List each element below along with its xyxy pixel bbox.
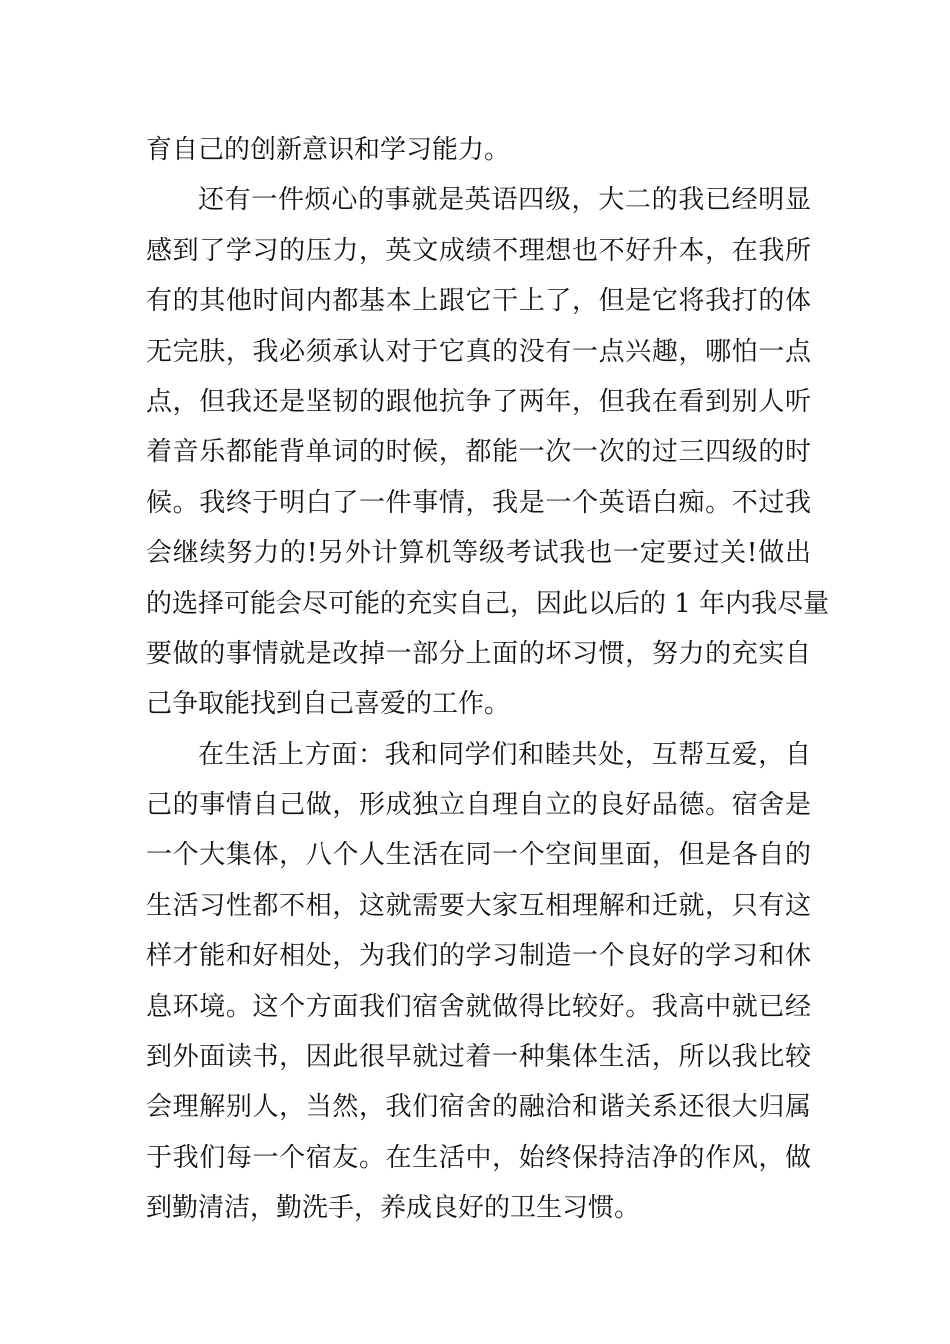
paragraph-2-line: 候。我终于明白了一件事情，我是一个英语白痴。不过我 — [146, 487, 811, 518]
paragraph-3-line: 到外面读书，因此很早就过着一种集体生活，所以我比较 — [146, 1042, 811, 1073]
paragraph-3-line: 于我们每一个宿友。在生活中，始终保持洁净的作风，做 — [146, 1142, 811, 1173]
paragraph-2-line: 己争取能找到自己喜爱的工作。 — [146, 689, 511, 720]
paragraph-2-line: 的选择可能会尽可能的充实自己，因此以后的 1 年内我尽量 — [146, 588, 830, 619]
paragraph-2-line: 无完肤，我必须承认对于它真的没有一点兴趣，哪怕一点 — [146, 336, 811, 367]
paragraph-3-line: 会理解别人，当然，我们宿舍的融洽和谐关系还很大归属 — [146, 1092, 811, 1123]
paragraph-2-line: 点，但我还是坚韧的跟他抗争了两年，但我在看到别人听 — [146, 386, 811, 417]
paragraph-3-line: 样才能和好相处，为我们的学习制造一个良好的学习和休 — [146, 941, 811, 972]
paragraph-3-line: 生活习性都不相，这就需要大家互相理解和迁就，只有这 — [146, 890, 811, 921]
paragraph-2-line: 感到了学习的压力，英文成绩不理想也不好升本，在我所 — [146, 235, 811, 266]
paragraph-3-line: 在生活上方面：我和同学们和睦共处，互帮互爱，自 — [198, 739, 811, 770]
paragraph-2-line: 要做的事情就是改掉一部分上面的坏习惯，努力的充实自 — [146, 638, 811, 669]
paragraph-3-line: 息环境。这个方面我们宿舍就做得比较好。我高中就已经 — [146, 991, 811, 1022]
paragraph-3-line: 己的事情自己做，形成独立自理自立的良好品德。宿舍是 — [146, 790, 811, 821]
paragraph-2-line: 会继续努力的!另外计算机等级考试我也一定要过关!做出 — [146, 538, 811, 569]
paragraph-2-line: 着音乐都能背单词的时候，都能一次一次的过三四级的时 — [146, 437, 811, 468]
document-body — [146, 125, 830, 1234]
paragraph-1-line: 育自己的创新意识和学习能力。 — [146, 135, 511, 165]
paragraph-2-line: 还有一件烦心的事就是英语四级，大二的我已经明显 — [198, 185, 811, 216]
paragraph-3-line: 到勤清洁，勤洗手，养成良好的卫生习惯。 — [146, 1193, 641, 1224]
paragraph-3-line: 一个大集体，八个人生活在同一个空间里面，但是各自的 — [146, 840, 811, 871]
paragraph-2-line: 有的其他时间内都基本上跟它干上了，但是它将我打的体 — [146, 286, 811, 317]
